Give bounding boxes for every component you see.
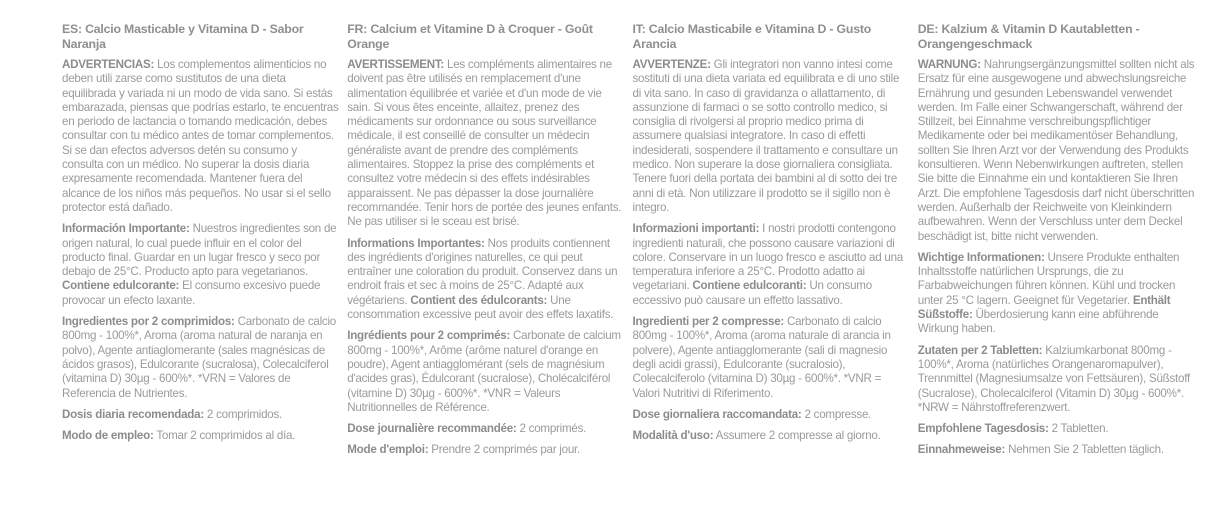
dose-paragraph [918,422,1195,436]
dose-paragraph [347,422,624,436]
usage-text: Assumere 2 compresse al giorno. [713,429,881,443]
warning-label: AVERTISSEMENT: [347,58,445,71]
usage-paragraph [633,429,910,443]
ingredients-text: Kalziumkarbonat 800mg - 100%*, Aroma (natürliches Orangenaromapulver), Trennmittel (Magnesiumsalze von Fettsäuren), Süßstoff (Sucralose), Cholecalciferol (Vitamin D) 30µg - 600%*. *NRW = Nährstoffreferenzwert. [917,343,1190,414]
ingredients-paragraph [918,344,1195,415]
sweetener-text: Überdosierung kann eine abführende Wirkung haben. [917,308,1159,336]
ingredients-paragraph [633,315,910,401]
dose-label: Dosis diaria recomendada: [62,407,204,421]
ingredients-label: Ingredientes por 2 comprimidos: [62,315,235,329]
column-it [633,22,918,465]
dose-label: Dose giornaliera raccomandata: [632,407,802,421]
warning-paragraph [347,58,624,230]
ingredients-paragraph [347,329,624,415]
ingredients-label: Ingrédients pour 2 comprimés: [347,329,511,343]
usage-text: Prendre 2 comprimés par jour. [428,443,580,457]
warning-paragraph [633,58,910,215]
dose-text: 2 comprimés. [516,422,587,436]
info-label: Wichtige Informationen: [917,250,1045,264]
warning-text: Los complementos alimenticios no deben utili zarse como sustitutos de una dieta equilibrada y variada ni un modo de vida sano. Si estás embarazada, piensas que podrías estarlo, te encuentras en periodo de lactancia o tomando medicación, debes consultar con tu médico antes de tomar complementos. Si se dan efectos adversos detén su consumo y consulta con un médico. No superar la dosis diaria expresamente recomendada. Mantener fuera del alcance de los niños más pequeños. No usar si el sello protector está dañado. [62,58,339,214]
column-es [62,22,347,465]
dose-text: 2 Tabletten. [1048,422,1109,436]
sweetener-text: Un consumo eccessivo può causare un effetto lassativo. [632,279,872,307]
info-paragraph [918,251,1195,337]
ingredients-label: Ingredienti per 2 compresse: [632,315,784,329]
usage-paragraph [62,429,339,443]
sweetener-text: El consumo excesivo puede provocar un efecto laxante. [62,279,321,307]
column-fr [347,22,632,465]
dose-label: Empfohlene Tagesdosis: [917,422,1049,436]
ingredients-label: Zutaten per 2 Tabletten: [917,343,1043,357]
warning-paragraph [918,58,1195,244]
info-paragraph [62,222,339,308]
usage-text: Nehmen Sie 2 Tabletten täglich. [1005,443,1164,457]
warning-label: WARNUNG: [917,58,981,71]
sweetener-label: Contient des édulcorants: [407,293,548,307]
usage-label: Einnahmeweise: [917,443,1006,457]
dose-text: 2 comprimidos. [203,407,283,421]
warning-label: ADVERTENCIAS: [62,58,155,71]
usage-paragraph [918,443,1195,457]
usage-label: Modo de empleo: [62,429,154,443]
sweetener-text: Une consommation excessive peut avoir des effets laxatifs. [347,293,614,322]
info-paragraph [633,222,910,308]
sweetener-label: Contiene edulcorante: [62,279,180,293]
sweetener-label: Enthält Süßstoffe: [917,293,1171,322]
info-paragraph [347,237,624,323]
dose-text: 2 compresse. [801,407,872,421]
usage-paragraph [347,443,624,457]
ingredients-text: Carbonate de calcium 800mg - 100%*, Arôme (arôme naturel d'orange en poudre), Agent antiagglomérant (sels de magnésium d'acides gras), Édulcorant (sucralose), Cholécalciférol (vitamine D) 30µg - 600%*. *VNR = Valeurs Nutritionnelles de Référence. [347,329,621,414]
ingredients-paragraph [62,315,339,401]
dose-paragraph [633,408,910,422]
column-title: FR: Calcium et Vitamine D à Croquer - Goût Orange [347,22,593,51]
sweetener-label: Contiene edulcoranti: [689,279,807,293]
warning-paragraph [62,58,339,215]
warning-text: Nahrungsergänzungsmittel sollten nicht als Ersatz für eine ausgewogene und abwechslungsreiche Ernährung und gesunden Lebenswandel verwendet werden. Im Falle einer Schwangerschaft, während der Stillzeit, bei Einnahme verschreibungspflichtiger Medikamente oder bei medikamentöser Behandlung, sollten Sie Ihren Arzt vor der Verwendung des Produkts konsultieren. Wenn Nebenwirkungen auftreten, stellen Sie bitte die Einnahme ein und kontaktieren Sie Ihren Arzt. Die empfohlene Tagesdosis darf nicht überschritten werden. Außerhalb der Reichweite von Kleinkindern aufbewahren. Wenn der Verschluss unter dem Deckel beschädigt ist, bitte nicht verwenden. [917,58,1195,243]
info-label: Informazioni importanti: [632,222,760,236]
dose-label: Dose journalière recommandée: [347,422,517,436]
info-text: Nuestros ingredientes son de origen natural, lo cual puede influir en el color del producto final. Guardar en un lugar fresco y seco por debajo de 25°C. Producto apto para vegetarianos. [62,222,337,279]
info-label: Información Importante: [62,222,190,236]
column-title: IT: Calcio Masticabile e Vitamina D - Gusto Arancia [632,22,872,51]
ingredients-text: Carbonato de calcio 800mg - 100%*, Aroma (aroma natural de naranja en polvo), Agente antiaglomerante (sales magnésicas de ácidos grasos), Edulcorante (sucralosa), Colecalciferol (vitamina D) 30µg - 600%*. *VRN = Valores de Referencia de Nutrientes. [62,315,336,400]
info-label: Informations Importantes: [347,236,485,250]
usage-label: Modalità d'uso: [632,429,714,443]
column-de [918,22,1203,465]
info-text: Unsere Produkte enthalten Inhaltsstoffe natürlichen Ursprungs, die zu Farbabweichungen führen können. Kühl und trocken unter 25 °C lagern. Geeignet für Vegetarier. [917,250,1180,307]
warning-text: Gli integratori non vanno intesi come sostituti di una dieta variata ed equilibrata e di uno stile di vita sano. In caso di gravidanza o allattamento, di assunzione di farmaci o se sotto controllo medico, si consiglia di rivolgersi al proprio medico prima di assumere qualsiasi integratore. In caso di effetti indesiderati, sospendere il trattamento e consultare un medico. Non superare la dose giornaliera consigliata. Tenere fuori della portata dei bambini al di sotto dei tre anni di età. Non utilizzare il prodotto se il sigillo non è integro. [632,58,900,214]
info-text: I nostri prodotti contengono ingredienti naturali, che possono causare variazioni di colore. Conservare in un luogo fresco e asciutto ad una temperatura inferiore a 25°C. Prodotto adatto ai vegetariani. [632,222,903,293]
info-text: Nos produits contiennent des ingrédients d'origines naturelles, ce qui peut entraîner une coloration du produit. Conservez dans un endroit frais et sec à moins de 25°C. Adapté aux végétariens. [347,236,618,307]
ingredients-text: Carbonato di calcio 800mg - 100%*, Aroma (aroma naturale di arancia in polvere), Agente antiagglomerante (sali di magnesio degli acidi grassi), Edulcorante (sucralosio), Colecalciferolo (vitamina D) 30µg - 600%*. *VNR = Valori Nutritivi di Riferimento. [632,315,891,400]
warning-label: AVVERTENZE: [632,58,711,71]
dose-paragraph [62,408,339,422]
warning-text: Les compléments alimentaires ne doivent pas être utilisés en remplacement d'une alimentation équilibrée et variée et d'un mode de vie sain. Si vous êtes enceinte, allaitez, prenez des médicaments sur ordonnance ou sous surveillance médicale, il est conseillé de consulter un médecin généraliste avant de prendre des compléments alimentaires. Stoppez la prise des compléments et consultez votre médecin si des effets indésirables apparaissent. Ne pas dépasser la dose journalière recommandée. Tenir hors de portée des jeunes enfants. Ne pas utiliser si le sceau est brisé. [347,58,622,229]
usage-label: Mode d'emploi: [347,443,429,457]
usage-text: Tomar 2 comprimidos al día. [153,429,296,443]
column-title: ES: Calcio Masticable y Vitamina D - Sabor Naranja [62,22,304,51]
column-title: DE: Kalzium & Vitamin D Kautabletten - Orangengeschmack [917,22,1140,51]
